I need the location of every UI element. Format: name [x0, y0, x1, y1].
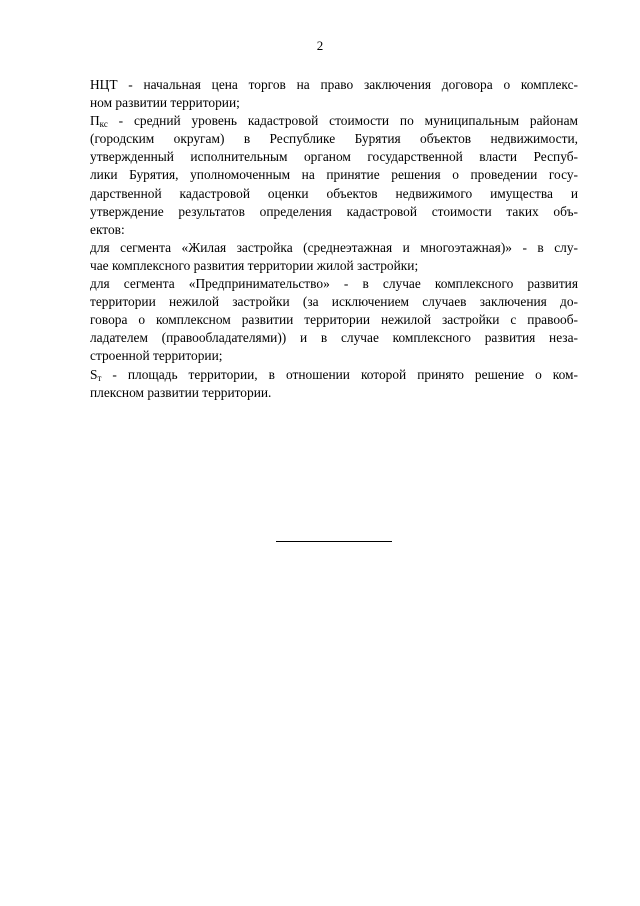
document-body: [90, 76, 578, 402]
paragraph-st-definition: [90, 366, 578, 402]
text-line: [90, 366, 578, 384]
paragraph-nct-definition: [90, 76, 578, 112]
text-line: утвержденный исполнительным органом государственной власти Респуб-: [90, 149, 578, 165]
text-line-rest: - площадь территории, в отношении которой принято решение о ком-: [101, 366, 578, 382]
formula-symbol: П: [90, 113, 100, 129]
formula-symbol: S: [90, 366, 98, 382]
formula-symbol-subscript: кс: [99, 119, 108, 130]
text-line: утверждение результатов определения кадастровой стоимости таких объ-: [90, 203, 578, 219]
paragraph-residential-segment: [90, 239, 578, 275]
text-line: плексном развитии территории.: [90, 384, 272, 400]
page-number: 2: [316, 38, 324, 53]
text-line: (городским округам) в Республике Бурятия объектов недвижимости,: [90, 131, 578, 147]
text-line: чае комплексного развития территории жилой застройки;: [90, 257, 419, 273]
text-line: говора о комплексном развитии территории нежилой застройки с правооб-: [90, 312, 578, 328]
end-separator-line: [276, 541, 392, 542]
text-line: [90, 112, 578, 130]
text-line: ладателем (правообладателями)) и в случае комплексного развития неза-: [90, 330, 578, 346]
text-line: дарственной кадастровой оценки объектов недвижимого имущества и: [90, 185, 578, 201]
text-line: лики Бурятия, уполномоченным на принятие решения о проведении госу-: [90, 167, 578, 183]
text-line: НЦТ - начальная цена торгов на право заключения договора о комплекс-: [90, 77, 578, 92]
text-line: ектов:: [90, 221, 125, 237]
formula-symbol-subscript: т: [97, 372, 102, 383]
paragraph-business-segment: [90, 275, 578, 365]
paragraph-pks-definition: [90, 112, 578, 239]
text-line: для сегмента «Предпринимательство» - в случае комплексного развития: [90, 276, 578, 292]
text-line: территории нежилой застройки (за исключением случаев заключения до-: [90, 294, 578, 310]
text-line: ном развитии территории;: [90, 95, 240, 111]
text-line: строенной территории;: [90, 348, 223, 364]
text-line-rest: - средний уровень кадастровой стоимости по муниципальным районам: [107, 113, 578, 129]
text-line: для сегмента «Жилая застройка (среднеэтажная и многоэтажная)» - в слу-: [90, 239, 578, 255]
